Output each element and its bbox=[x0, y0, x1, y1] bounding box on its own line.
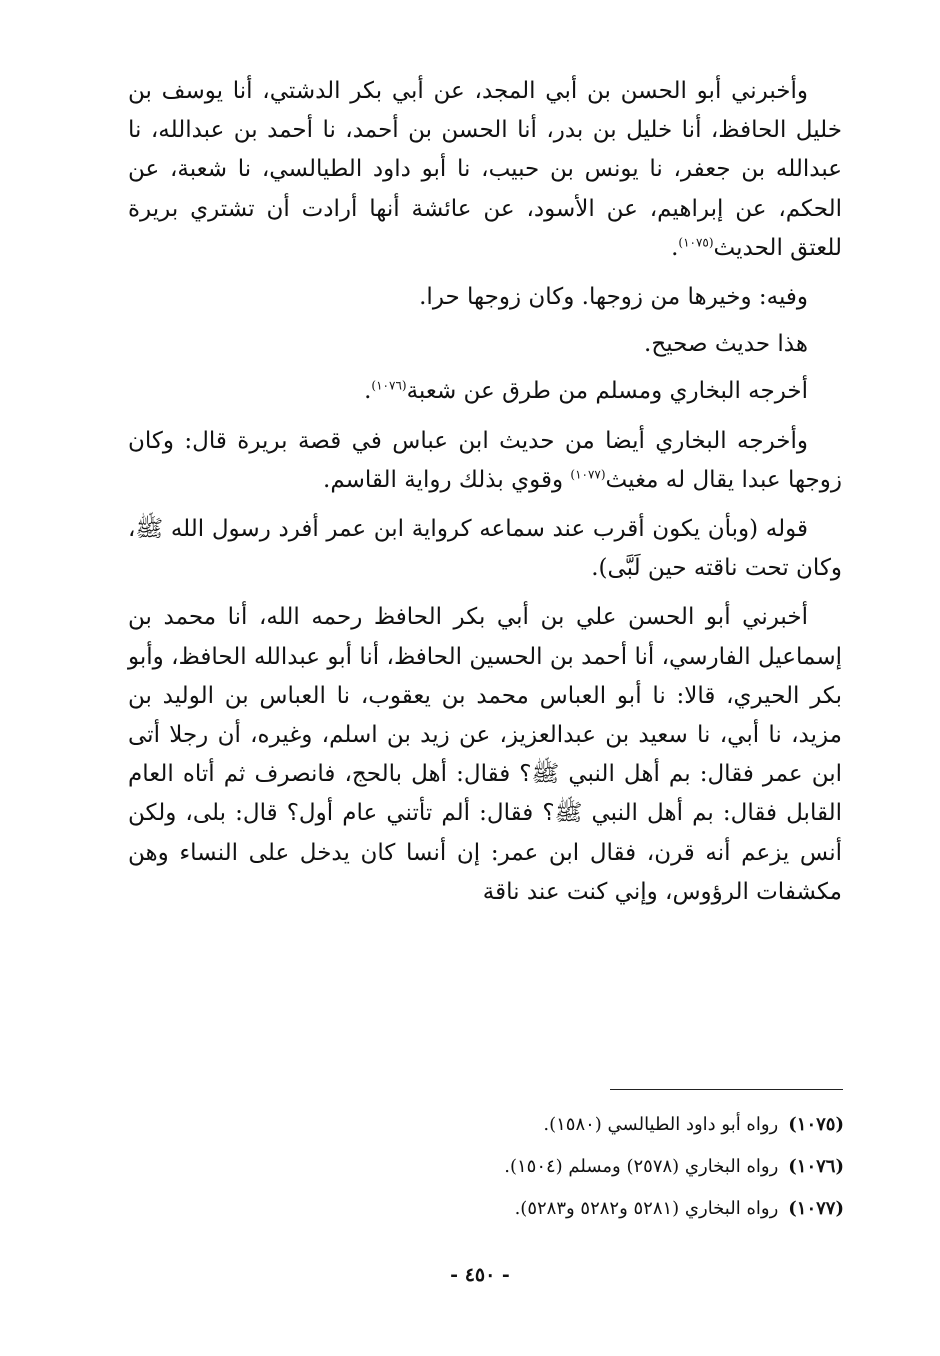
paragraph-1: وأخبرني أبو الحسن بن أبي المجد، عن أبي بكر الدشتي، أنا يوسف بن خليل الحافظ، أنا خليل بن بدر، أنا الحسن بن أحمد، نا أحمد بن عبدالله، نا عبدالله بن جعفر، نا يونس بن حبيب، نا أبو داود الطيالسي، نا شعبة، عن الحكم، عن إبراهيم، عن الأسود، عن عائشة أنها أرادت أن تشتري بريرة للعتق الحديث$^{(١٠٧٥)}$. bbox=[128, 78, 842, 261]
paragraph-2: وفيه: وخيرها من زوجها. وكان زوجها حرا. bbox=[419, 284, 808, 311]
paragraph-4: أخرجه البخاري ومسلم من طرق عن شعبة$^{(١٠٧٦)}$. bbox=[364, 378, 808, 405]
footnote-ref-1075: (١٠٧٥) bbox=[678, 235, 714, 250]
footnote-1077 bbox=[300, 1188, 844, 1230]
page-number: - ٤٥٠ - bbox=[450, 1264, 510, 1286]
main-text bbox=[128, 72, 842, 922]
footnote-number: (١٠٧٦) bbox=[788, 1156, 844, 1177]
footnote-number: (١٠٧٥) bbox=[788, 1114, 844, 1135]
paragraph-7: أخبرني أبو الحسن علي بن أبي بكر الحافظ رحمه الله، أنا محمد بن إسماعيل الفارسي، أنا أحمد بن الحسين الحافظ، أنا أبو عبدالله الحافظ، وأبو بكر الحيري، قالا: نا أبو العباس محمد بن يعقوب، نا العباس بن الوليد بن مزيد، نا أبي، نا سعيد بن عبدالعزيز، عن زيد بن اسلم، وغيره، أن رجلا أتى ابن عمر فقال: بم أهل النبي ﷺ؟ فقال: أهل بالحج، فانصرف ثم أتاه العام القابل فقال: بم أهل النبي ﷺ؟ فقال: ألم تأتني عام أول؟ قال: بلى، ولكن أنس يزعم أنه قرن، فقال ابن عمر: إن أنسا كان يدخل على النساء وهن مكشفات الرؤوس، وإني كنت عند ناقة bbox=[128, 604, 843, 905]
footnote-text: رواه البخاري (٥٢٨١ و٥٢٨٢ و٥٢٨٣). bbox=[514, 1198, 779, 1219]
paragraph-5: وأخرجه البخاري أيضا من حديث ابن عباس في قصة بريرة قال: وكان زوجها عبدا يقال له مغيث$^{(١٠٧٧)}$ وقوي بذلك رواية القاسم. bbox=[128, 427, 842, 493]
footnote-separator bbox=[610, 1089, 843, 1090]
footnote-text: رواه أبو داود الطيالسي (١٥٨٠). bbox=[543, 1114, 779, 1135]
footnote-ref-1076: (١٠٧٦) bbox=[371, 378, 407, 393]
paragraph-6: قوله (وبأن يكون أقرب عند سماعه كرواية ابن عمر أفرد رسول الله ﷺ، وكان تحت ناقته حين لَبَّى). bbox=[128, 516, 842, 582]
footnote-text: رواه البخاري (٢٥٧٨) ومسلم (١٥٠٤). bbox=[504, 1156, 779, 1177]
footnote-ref-1077: (١٠٧٧) bbox=[570, 467, 606, 482]
footnote-1075 bbox=[300, 1104, 844, 1146]
footnote-1076 bbox=[300, 1146, 844, 1188]
paragraph-3: هذا حديث صحيح. bbox=[644, 331, 808, 358]
footnotes bbox=[300, 1104, 844, 1230]
footnote-number: (١٠٧٧) bbox=[788, 1198, 844, 1219]
